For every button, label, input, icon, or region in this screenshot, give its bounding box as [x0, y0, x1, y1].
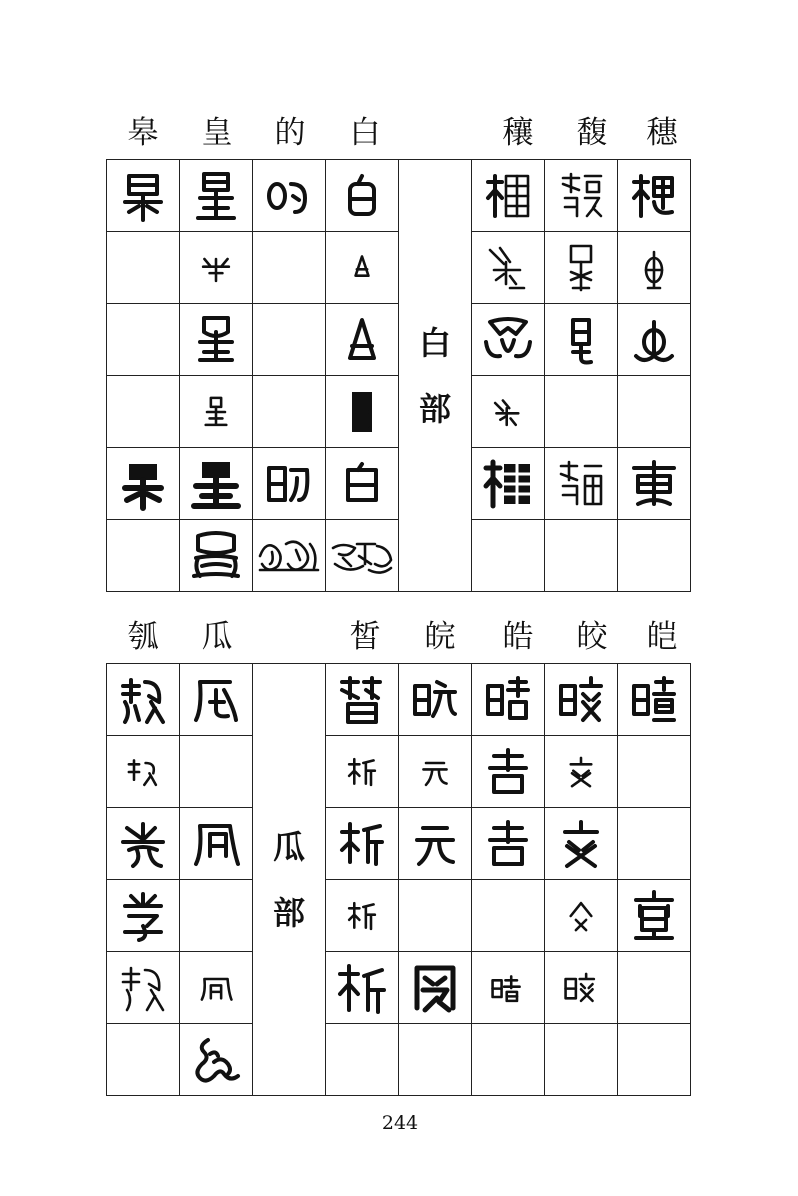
seal-glyph-image	[553, 816, 609, 872]
page-number: 244	[381, 1112, 419, 1134]
empty-cell	[545, 1024, 618, 1096]
header-char-gao: 皋	[127, 115, 159, 151]
empty-cell	[472, 520, 545, 592]
glyph-cell	[326, 808, 399, 880]
empty-cell	[326, 1024, 399, 1096]
glyph-cell	[618, 664, 691, 736]
radical-label-gua-bu	[253, 664, 326, 1096]
empty-cell	[545, 520, 618, 592]
seal-glyph-image	[334, 456, 390, 512]
header-char-wan: 皖	[424, 619, 456, 655]
seal-glyph-image	[553, 672, 609, 728]
glyph-cell	[545, 448, 618, 520]
header-char-de: 的	[274, 115, 306, 151]
seal-glyph-image	[490, 970, 526, 1006]
glyph-cell	[107, 160, 180, 232]
seal-glyph-image	[334, 816, 390, 872]
seal-glyph-image	[344, 754, 380, 790]
glyph-cell	[180, 952, 253, 1024]
glyph-cell	[253, 160, 326, 232]
radical-char: 瓜	[272, 827, 305, 866]
header-char-huang: 皇	[201, 115, 233, 151]
empty-cell	[180, 880, 253, 952]
glyph-cell	[326, 880, 399, 952]
seal-glyph-image	[188, 816, 244, 872]
glyph-cell	[180, 664, 253, 736]
seal-glyph-image	[553, 240, 609, 296]
empty-cell	[107, 376, 180, 448]
header-char-bai: 白	[349, 115, 381, 151]
glyph-cell	[472, 376, 545, 448]
glyph-cell	[180, 160, 253, 232]
glyph-cell	[399, 808, 472, 880]
empty-cell	[253, 304, 326, 376]
seal-glyph-image	[407, 816, 463, 872]
glyph-cell	[107, 664, 180, 736]
glyph-cell	[399, 736, 472, 808]
seal-glyph-image	[626, 672, 682, 728]
glyph-cell	[326, 520, 399, 592]
glyph-cell	[545, 808, 618, 880]
seal-glyph-image	[626, 168, 682, 224]
glyph-cell	[399, 664, 472, 736]
radical-label-bai-bu	[399, 160, 472, 592]
seal-glyph-image	[480, 744, 536, 800]
seal-glyph-image	[480, 456, 536, 512]
empty-cell	[472, 1024, 545, 1096]
header-char-fu: 馥	[576, 115, 608, 151]
glyph-cell	[472, 448, 545, 520]
seal-glyph-image	[480, 672, 536, 728]
empty-cell	[399, 880, 472, 952]
glyph-cell	[545, 736, 618, 808]
glyph-cell	[472, 808, 545, 880]
glyph-cell	[107, 448, 180, 520]
seal-glyph-image	[256, 534, 322, 578]
empty-cell	[618, 1024, 691, 1096]
seal-glyph-image	[563, 970, 599, 1006]
glyph-cell	[545, 160, 618, 232]
header-char-gua: 瓜	[201, 619, 233, 655]
seal-glyph-image	[188, 312, 244, 368]
glyph-cell	[326, 448, 399, 520]
header-char-ai: 皑	[646, 619, 678, 655]
glyph-cell	[472, 736, 545, 808]
seal-glyph-image	[334, 168, 390, 224]
seal-glyph-image	[553, 312, 609, 368]
header-char-xi: 皙	[349, 619, 381, 655]
glyph-cell	[618, 304, 691, 376]
glyph-cell	[107, 808, 180, 880]
seal-glyph-image	[115, 672, 171, 728]
glyph-cell	[326, 232, 399, 304]
glyph-cell	[472, 952, 545, 1024]
seal-glyph-image	[188, 456, 244, 512]
seal-glyph-image	[198, 250, 234, 286]
seal-glyph-image	[344, 250, 380, 286]
empty-cell	[399, 1024, 472, 1096]
seal-glyph-image	[261, 168, 317, 224]
glyph-cell	[326, 304, 399, 376]
glyph-cell	[545, 232, 618, 304]
empty-cell	[618, 736, 691, 808]
seal-glyph-image	[125, 754, 161, 790]
seal-glyph-image	[563, 898, 599, 934]
empty-cell	[545, 376, 618, 448]
seal-glyph-image	[188, 1032, 244, 1088]
seal-glyph-image	[480, 240, 536, 296]
seal-glyph-image	[198, 394, 234, 430]
seal-glyph-image	[563, 754, 599, 790]
seal-glyph-image	[553, 168, 609, 224]
glyph-cell	[326, 736, 399, 808]
empty-cell	[618, 376, 691, 448]
glyph-cell	[180, 808, 253, 880]
glyph-cell	[253, 520, 326, 592]
header-char-hu: 瓠	[127, 619, 159, 655]
glyph-cell	[472, 160, 545, 232]
radical-char: 部	[272, 893, 305, 932]
glyph-cell	[618, 448, 691, 520]
seal-glyph-image	[334, 672, 390, 728]
header-char-hao: 皓	[502, 619, 534, 655]
glyph-cell	[618, 880, 691, 952]
header-char-jiao: 皎	[576, 619, 608, 655]
glyph-cell	[472, 232, 545, 304]
radical-char: 白	[418, 323, 451, 362]
glyph-cell	[399, 952, 472, 1024]
seal-glyph-image	[198, 970, 234, 1006]
seal-glyph-image	[261, 456, 317, 512]
glyph-cell	[545, 880, 618, 952]
glyph-cell	[107, 736, 180, 808]
glyph-cell	[180, 376, 253, 448]
seal-glyph-image	[626, 312, 682, 368]
empty-cell	[253, 376, 326, 448]
seal-glyph-image	[334, 960, 390, 1016]
empty-cell	[180, 736, 253, 808]
empty-cell	[472, 880, 545, 952]
seal-glyph-image	[344, 898, 380, 934]
radical-char: 部	[418, 389, 451, 428]
glyph-cell	[253, 448, 326, 520]
seal-glyph-image	[626, 240, 682, 296]
empty-cell	[107, 520, 180, 592]
glyph-cell	[180, 1024, 253, 1096]
seal-glyph-image	[115, 816, 171, 872]
seal-glyph-image	[188, 168, 244, 224]
glyph-cell	[472, 304, 545, 376]
glyph-cell	[326, 160, 399, 232]
empty-cell	[618, 808, 691, 880]
header-char-rang: 穰	[502, 115, 534, 151]
empty-cell	[107, 304, 180, 376]
seal-glyph-image	[553, 456, 609, 512]
seal-glyph-image	[407, 960, 463, 1016]
glyph-cell	[180, 232, 253, 304]
empty-cell	[107, 1024, 180, 1096]
seal-glyph-image	[188, 528, 244, 584]
seal-glyph-image	[626, 456, 682, 512]
glyph-cell	[107, 952, 180, 1024]
glyph-cell	[180, 520, 253, 592]
seal-glyph-image	[407, 672, 463, 728]
seal-glyph-image	[334, 312, 390, 368]
glyph-cell	[107, 880, 180, 952]
glyph-cell	[326, 952, 399, 1024]
glyph-cell	[472, 664, 545, 736]
seal-glyph-image	[626, 888, 682, 944]
seal-glyph-image	[329, 534, 395, 578]
seal-glyph-image	[115, 888, 171, 944]
empty-cell	[618, 952, 691, 1024]
glyph-cell	[326, 664, 399, 736]
empty-cell	[618, 520, 691, 592]
empty-cell	[107, 232, 180, 304]
seal-glyph-image	[480, 168, 536, 224]
seal-glyph-image	[115, 960, 171, 1016]
header-char-sui: 穗	[646, 115, 678, 151]
glyph-cell	[545, 952, 618, 1024]
glyph-cell	[180, 304, 253, 376]
glyph-cell	[545, 304, 618, 376]
seal-glyph-image	[417, 754, 453, 790]
seal-glyph-image	[334, 384, 390, 440]
seal-glyph-image	[490, 394, 526, 430]
glyph-cell	[545, 664, 618, 736]
glyph-cell	[180, 448, 253, 520]
glyph-cell	[326, 376, 399, 448]
seal-glyph-image	[188, 672, 244, 728]
seal-glyph-image	[480, 312, 536, 368]
character-grid-top	[106, 159, 691, 592]
seal-glyph-image	[115, 456, 171, 512]
seal-glyph-image	[115, 168, 171, 224]
glyph-cell	[618, 160, 691, 232]
glyph-cell	[618, 232, 691, 304]
seal-glyph-image	[480, 816, 536, 872]
empty-cell	[253, 232, 326, 304]
character-grid-bottom	[106, 663, 691, 1096]
